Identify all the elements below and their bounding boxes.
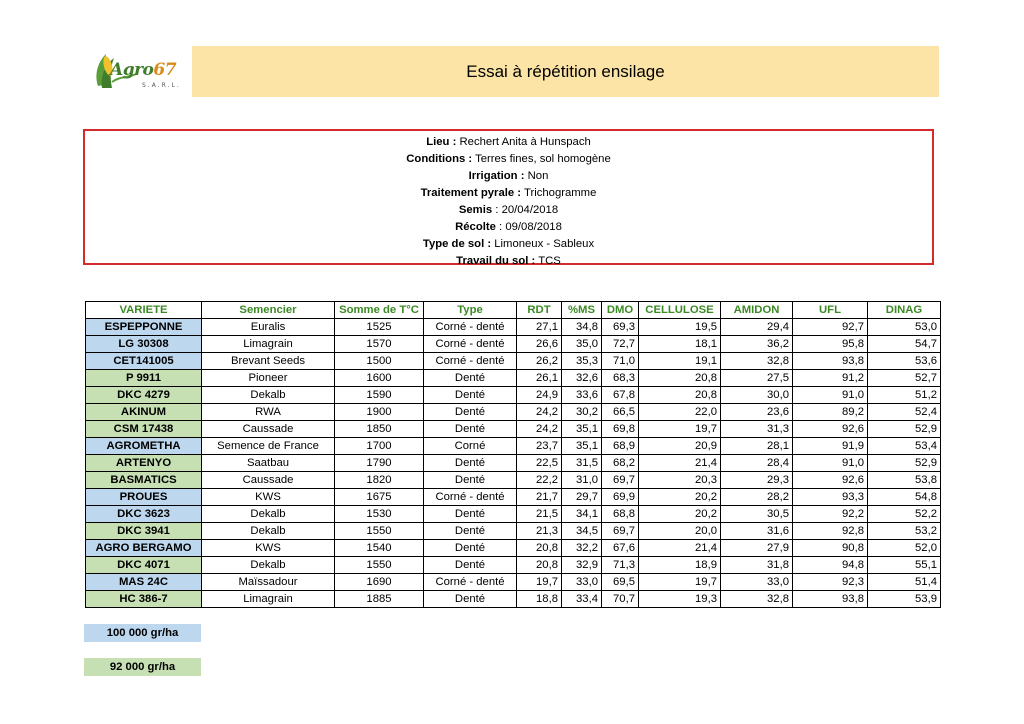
table-cell: 20,9 [639,438,721,455]
table-cell: 22,0 [639,404,721,421]
variety-cell: AGROMETHA [86,438,202,455]
table-row [86,438,941,455]
trial-info-box [83,129,934,265]
table-cell: 24,2 [517,421,562,438]
table-cell: 1525 [335,319,424,336]
table-cell: 19,7 [639,574,721,591]
legend-green: 92 000 gr/ha [84,658,201,676]
table-cell: 1900 [335,404,424,421]
table-cell: 35,0 [562,336,602,353]
table-cell: 91,0 [793,455,868,472]
variety-cell: MAS 24C [86,574,202,591]
table-cell: 54,7 [868,336,941,353]
table-cell: 32,8 [721,591,793,608]
variety-cell: DKC 3623 [86,506,202,523]
table-cell: 1500 [335,353,424,370]
table-cell: 92,2 [793,506,868,523]
column-header: VARIETE [86,302,202,319]
table-cell: 24,2 [517,404,562,421]
table-cell: 93,8 [793,353,868,370]
table-cell: 72,7 [602,336,639,353]
table-cell: KWS [202,540,335,557]
table-cell: 31,3 [721,421,793,438]
agro67-logo [92,46,184,94]
table-cell: 69,8 [602,421,639,438]
table-cell: 30,5 [721,506,793,523]
variety-cell: DKC 4279 [86,387,202,404]
info-label: Irrigation : [468,170,525,182]
variety-cell: LG 30308 [86,336,202,353]
table-cell: Caussade [202,421,335,438]
table-cell: 23,7 [517,438,562,455]
variety-cell: P 9911 [86,370,202,387]
table-row [86,319,941,336]
table-cell: 53,4 [868,438,941,455]
table-cell: 26,6 [517,336,562,353]
results-table [85,301,941,608]
title-banner [192,46,939,97]
table-cell: 20,8 [639,370,721,387]
table-row [86,336,941,353]
table-row [86,472,941,489]
info-value: : 20/04/2018 [492,204,559,216]
info-line [85,219,932,236]
info-label: Récolte [455,221,496,233]
variety-cell: ESPEPPONNE [86,319,202,336]
table-cell: 20,8 [639,387,721,404]
table-cell: 20,2 [639,506,721,523]
table-cell: Corné - denté [424,353,517,370]
table-cell: 29,4 [721,319,793,336]
table-cell: 19,1 [639,353,721,370]
table-row [86,404,941,421]
table-cell: 1790 [335,455,424,472]
table-cell: 52,7 [868,370,941,387]
info-label: Lieu : [426,136,457,148]
column-header: DINAG [868,302,941,319]
table-cell: 92,6 [793,472,868,489]
table-cell: Semence de France [202,438,335,455]
info-label: Conditions : [406,153,473,165]
table-cell: 1885 [335,591,424,608]
table-cell: 52,9 [868,455,941,472]
table-cell: Corné - denté [424,489,517,506]
table-cell: 31,6 [721,523,793,540]
table-cell: 71,3 [602,557,639,574]
table-cell: 67,6 [602,540,639,557]
table-row [86,540,941,557]
table-cell: Denté [424,506,517,523]
table-cell: 35,1 [562,438,602,455]
info-value: Non [524,170,549,182]
table-cell: Dekalb [202,523,335,540]
table-cell: Denté [424,523,517,540]
table-cell: 91,0 [793,387,868,404]
table-cell: 26,2 [517,353,562,370]
table-cell: Corné [424,438,517,455]
table-cell: Denté [424,421,517,438]
table-cell: 94,8 [793,557,868,574]
table-cell: 33,0 [721,574,793,591]
table-cell: Denté [424,387,517,404]
table-cell: 93,3 [793,489,868,506]
table-row [86,370,941,387]
info-value: Limoneux - Sableux [491,238,595,250]
table-cell: 1675 [335,489,424,506]
logo-wordmark: Agro67 [110,60,177,80]
info-label: Traitement pyrale : [420,187,522,199]
table-cell: 19,3 [639,591,721,608]
table-cell: 21,7 [517,489,562,506]
table-cell: 32,9 [562,557,602,574]
table-cell: 21,3 [517,523,562,540]
table-cell: 1550 [335,523,424,540]
variety-cell: CSM 17438 [86,421,202,438]
table-cell: 27,9 [721,540,793,557]
table-cell: Corné - denté [424,319,517,336]
table-cell: 29,3 [721,472,793,489]
table-cell: 31,8 [721,557,793,574]
table-cell: 19,7 [639,421,721,438]
table-cell: 54,8 [868,489,941,506]
table-row [86,557,941,574]
table-cell: 51,4 [868,574,941,591]
variety-cell: AKINUM [86,404,202,421]
table-cell: 69,7 [602,472,639,489]
table-cell: 31,0 [562,472,602,489]
table-cell: 1530 [335,506,424,523]
table-cell: 52,9 [868,421,941,438]
table-cell: Corné - denté [424,336,517,353]
variety-cell: CET141005 [86,353,202,370]
variety-cell: HC 386-7 [86,591,202,608]
table-cell: Brevant Seeds [202,353,335,370]
table-cell: 30,0 [721,387,793,404]
column-header: AMIDON [721,302,793,319]
table-cell: Caussade [202,472,335,489]
table-cell: 27,5 [721,370,793,387]
variety-cell: AGRO BERGAMO [86,540,202,557]
table-cell: 69,5 [602,574,639,591]
table-cell: 89,2 [793,404,868,421]
table-cell: 33,4 [562,591,602,608]
table-cell: 69,3 [602,319,639,336]
table-cell: Pioneer [202,370,335,387]
table-cell: 33,0 [562,574,602,591]
table-cell: 1540 [335,540,424,557]
info-line [85,185,932,202]
table-cell: Limagrain [202,591,335,608]
table-cell: 52,2 [868,506,941,523]
info-value: Terres fines, sol homogène [472,153,611,165]
table-cell: 34,8 [562,319,602,336]
table-row [86,506,941,523]
table-cell: 1570 [335,336,424,353]
table-cell: 53,2 [868,523,941,540]
info-label: Type de sol : [422,238,492,250]
column-header: Somme de T°C [335,302,424,319]
table-header-row [86,302,941,319]
table-row [86,455,941,472]
info-label: Travail du sol : [456,255,536,267]
info-line [85,253,932,270]
table-cell: 69,7 [602,523,639,540]
table-cell: Denté [424,455,517,472]
table-cell: 55,1 [868,557,941,574]
table-cell: 18,8 [517,591,562,608]
table-row [86,489,941,506]
table-row [86,353,941,370]
table-cell: 32,6 [562,370,602,387]
table-cell: 29,7 [562,489,602,506]
table-cell: 90,8 [793,540,868,557]
table-cell: 91,2 [793,370,868,387]
table-cell: 21,5 [517,506,562,523]
table-cell: 18,9 [639,557,721,574]
variety-cell: PROUES [86,489,202,506]
table-cell: Dekalb [202,387,335,404]
table-cell: 52,0 [868,540,941,557]
column-header: RDT [517,302,562,319]
table-cell: 53,9 [868,591,941,608]
logo-subtitle: S.A.R.L. [142,82,181,89]
table-cell: 22,5 [517,455,562,472]
info-label: Semis [458,204,493,216]
variety-cell: DKC 3941 [86,523,202,540]
table-cell: 69,9 [602,489,639,506]
table-cell: RWA [202,404,335,421]
table-cell: 22,2 [517,472,562,489]
table-cell: 68,3 [602,370,639,387]
table-cell: 28,1 [721,438,793,455]
table-row [86,591,941,608]
table-cell: 20,3 [639,472,721,489]
info-value: TCS [535,255,561,267]
table-cell: 32,2 [562,540,602,557]
table-cell: KWS [202,489,335,506]
table-cell: 95,8 [793,336,868,353]
table-row [86,574,941,591]
table-cell: 92,6 [793,421,868,438]
table-cell: 36,2 [721,336,793,353]
variety-cell: DKC 4071 [86,557,202,574]
table-cell: 1550 [335,557,424,574]
table-cell: 20,8 [517,540,562,557]
table-cell: 28,2 [721,489,793,506]
table-cell: 21,4 [639,540,721,557]
table-cell: 92,3 [793,574,868,591]
table-row [86,421,941,438]
info-line [85,151,932,168]
table-cell: 1600 [335,370,424,387]
table-cell: 31,5 [562,455,602,472]
table-cell: 20,0 [639,523,721,540]
table-cell: 1820 [335,472,424,489]
table-cell: Saatbau [202,455,335,472]
table-cell: 92,8 [793,523,868,540]
table-cell: 26,1 [517,370,562,387]
table-cell: Denté [424,370,517,387]
table-cell: 33,6 [562,387,602,404]
table-cell: 35,3 [562,353,602,370]
table-cell: 51,2 [868,387,941,404]
table-cell: Corné - denté [424,574,517,591]
table-cell: 21,4 [639,455,721,472]
info-line [85,168,932,185]
info-line [85,202,932,219]
table-cell: 20,8 [517,557,562,574]
table-cell: 20,2 [639,489,721,506]
table-cell: 71,0 [602,353,639,370]
table-cell: 53,0 [868,319,941,336]
table-cell: Denté [424,591,517,608]
column-header: UFL [793,302,868,319]
table-cell: Denté [424,540,517,557]
table-cell: 52,4 [868,404,941,421]
table-cell: 32,8 [721,353,793,370]
table-cell: Dekalb [202,557,335,574]
table-cell: 1590 [335,387,424,404]
table-cell: 68,9 [602,438,639,455]
table-cell: 34,5 [562,523,602,540]
table-cell: Denté [424,404,517,421]
info-line [85,236,932,253]
table-cell: 28,4 [721,455,793,472]
info-value: Trichogramme [521,187,597,199]
info-value: Rechert Anita à Hunspach [456,136,591,148]
variety-cell: BASMATICS [86,472,202,489]
table-cell: 27,1 [517,319,562,336]
table-row [86,387,941,404]
info-line [85,134,932,151]
table-cell: 1850 [335,421,424,438]
table-cell: 68,8 [602,506,639,523]
table-cell: 24,9 [517,387,562,404]
column-header: CELLULOSE [639,302,721,319]
legend-blue: 100 000 gr/ha [84,624,201,642]
table-cell: 18,1 [639,336,721,353]
table-cell: 53,6 [868,353,941,370]
table-cell: 23,6 [721,404,793,421]
page-title: Essai à répétition ensilage [466,61,665,81]
table-cell: 19,5 [639,319,721,336]
table-cell: Euralis [202,319,335,336]
table-cell: 93,8 [793,591,868,608]
info-value: : 09/08/2018 [495,221,562,233]
table-cell: Dekalb [202,506,335,523]
table-cell: Denté [424,557,517,574]
table-cell: 53,8 [868,472,941,489]
table-cell: Maïssadour [202,574,335,591]
table-cell: 19,7 [517,574,562,591]
column-header: Type [424,302,517,319]
table-row [86,523,941,540]
column-header: Semencier [202,302,335,319]
table-cell: 1700 [335,438,424,455]
column-header: DMO [602,302,639,319]
table-cell: 70,7 [602,591,639,608]
table-cell: Limagrain [202,336,335,353]
table-cell: 92,7 [793,319,868,336]
table-cell: 35,1 [562,421,602,438]
table-cell: 66,5 [602,404,639,421]
table-cell: Denté [424,472,517,489]
table-cell: 30,2 [562,404,602,421]
column-header: %MS [562,302,602,319]
table-cell: 68,2 [602,455,639,472]
table-cell: 34,1 [562,506,602,523]
table-cell: 91,9 [793,438,868,455]
table-cell: 67,8 [602,387,639,404]
table-cell: 1690 [335,574,424,591]
variety-cell: ARTENYO [86,455,202,472]
